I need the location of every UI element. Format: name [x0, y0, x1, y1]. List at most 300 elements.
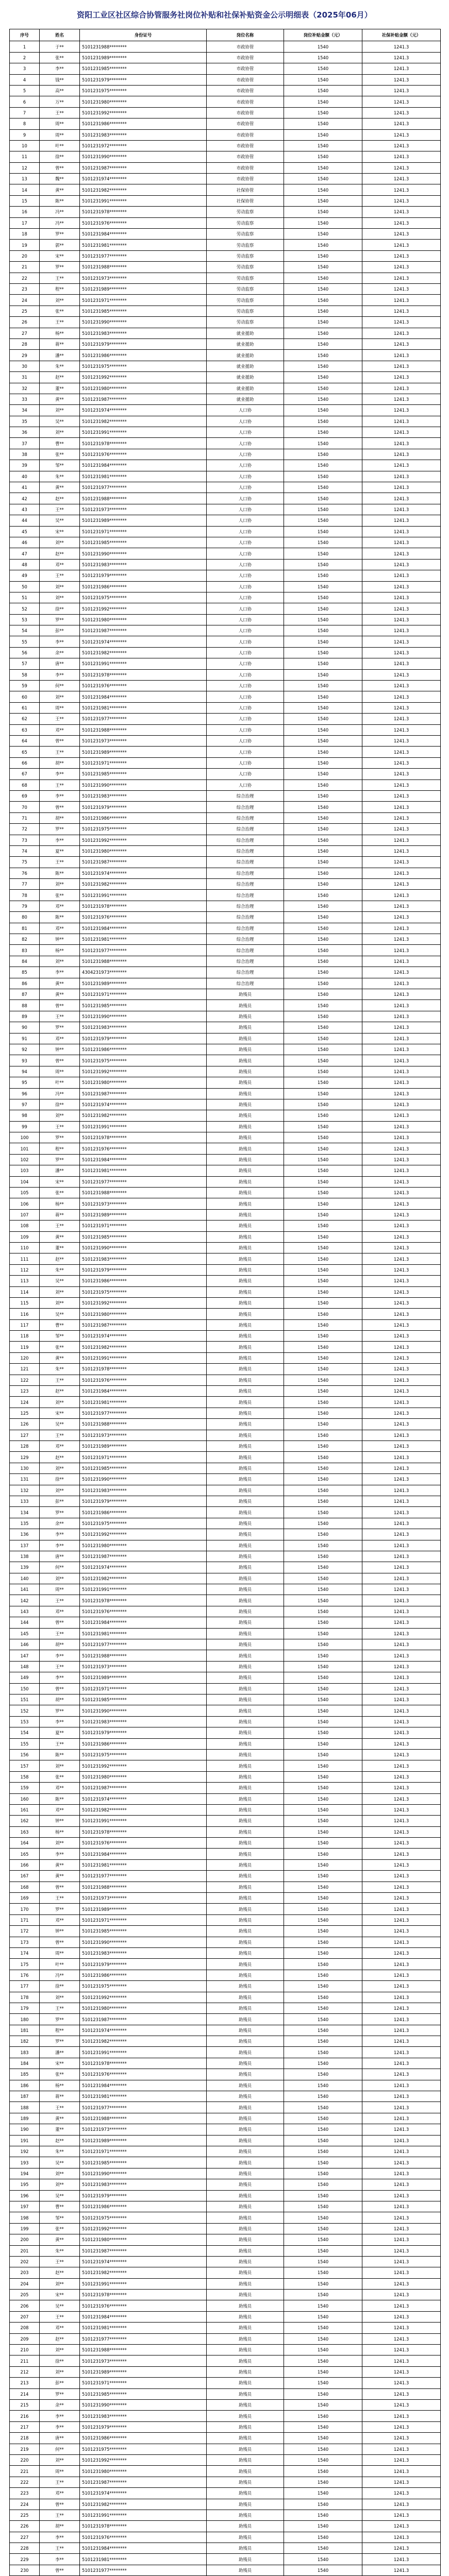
table-row	[10, 1474, 441, 1485]
cell-social-subsidy: 1241.3	[362, 2543, 441, 2554]
cell-position: 助残员	[207, 2212, 284, 2223]
cell-id-number: 5101231979********	[80, 1264, 207, 1275]
cell-position: 综合治理	[207, 845, 284, 856]
cell-index: 188	[10, 2102, 40, 2113]
cell-id-number: 5101231987********	[80, 1319, 207, 1330]
cell-post-subsidy: 1540	[284, 1639, 362, 1650]
cell-position: 助残员	[207, 2411, 284, 2421]
cell-id-number: 5101231977********	[80, 1639, 207, 1650]
cell-position: 助残员	[207, 1683, 284, 1694]
cell-id-number: 5101231972********	[80, 140, 207, 151]
cell-post-subsidy: 1540	[284, 1253, 362, 1264]
cell-id-number: 5101231992********	[80, 2223, 207, 2234]
cell-id-number: 5101231984********	[80, 2543, 207, 2554]
table-row	[10, 2466, 441, 2477]
cell-social-subsidy: 1241.3	[362, 2366, 441, 2377]
cell-position: 助残员	[207, 1352, 284, 1363]
table-row	[10, 890, 441, 901]
cell-post-subsidy: 1540	[284, 845, 362, 856]
cell-post-subsidy: 1540	[284, 592, 362, 603]
cell-social-subsidy: 1241.3	[362, 283, 441, 294]
cell-name: 宋**	[40, 2290, 80, 2300]
cell-social-subsidy: 1241.3	[362, 471, 441, 482]
cell-position: 就业援助	[207, 338, 284, 349]
cell-position: 助残员	[207, 2080, 284, 2091]
table-row	[10, 1253, 441, 1264]
cell-id-number: 5101231977********	[80, 2565, 207, 2575]
table-row	[10, 2157, 441, 2168]
cell-social-subsidy: 1241.3	[362, 2355, 441, 2366]
cell-id-number: 5101231978********	[80, 2521, 207, 2532]
table-row	[10, 229, 441, 240]
cell-post-subsidy: 1540	[284, 1132, 362, 1143]
cell-position: 劳动监察	[207, 250, 284, 261]
cell-id-number: 5101231978********	[80, 1364, 207, 1375]
cell-post-subsidy: 1540	[284, 1386, 362, 1397]
cell-index: 222	[10, 2477, 40, 2487]
cell-name: 彭**	[40, 1496, 80, 1506]
cell-name: 叶**	[40, 140, 80, 151]
cell-index: 139	[10, 1562, 40, 1573]
cell-name: 罗**	[40, 824, 80, 835]
cell-index: 166	[10, 1859, 40, 1870]
cell-social-subsidy: 1241.3	[362, 63, 441, 74]
table-row	[10, 2223, 441, 2234]
cell-social-subsidy: 1241.3	[362, 2135, 441, 2146]
cell-social-subsidy: 1241.3	[362, 923, 441, 934]
cell-name: 罗**	[40, 2014, 80, 2025]
cell-post-subsidy: 1540	[284, 1859, 362, 1870]
cell-social-subsidy: 1241.3	[362, 1000, 441, 1011]
table-row	[10, 647, 441, 658]
cell-id-number: 5101231985********	[80, 1926, 207, 1937]
cell-id-number: 5101231982********	[80, 1342, 207, 1352]
cell-post-subsidy: 1540	[284, 901, 362, 911]
cell-name: 余**	[40, 2399, 80, 2410]
cell-id-number: 5101231991********	[80, 427, 207, 438]
table-row	[10, 2355, 441, 2366]
cell-index: 74	[10, 845, 40, 856]
cell-post-subsidy: 1540	[284, 1242, 362, 1253]
cell-index: 161	[10, 1804, 40, 1815]
cell-name: 何**	[40, 681, 80, 691]
cell-index: 95	[10, 1077, 40, 1088]
cell-id-number: 5101231971********	[80, 1452, 207, 1463]
cell-name: 吴**	[40, 1309, 80, 1319]
cell-name: 董**	[40, 383, 80, 394]
cell-id-number: 5101231975********	[80, 1055, 207, 1066]
cell-id-number: 5101231991********	[80, 1121, 207, 1132]
cell-position: 助残员	[207, 1231, 284, 1242]
cell-post-subsidy: 1540	[284, 162, 362, 173]
cell-position: 助残员	[207, 1276, 284, 1286]
cell-post-subsidy: 1540	[284, 2499, 362, 2510]
cell-position: 助残员	[207, 2234, 284, 2245]
table-row	[10, 1716, 441, 1727]
cell-social-subsidy: 1241.3	[362, 1793, 441, 1804]
cell-social-subsidy: 1241.3	[362, 1507, 441, 1518]
cell-name: 刘**	[40, 1397, 80, 1408]
cell-id-number: 5101231984********	[80, 691, 207, 702]
cell-id-number: 5101231992********	[80, 1066, 207, 1077]
cell-social-subsidy: 1241.3	[362, 1253, 441, 1264]
cell-position: 助残员	[207, 2300, 284, 2311]
cell-social-subsidy: 1241.3	[362, 603, 441, 614]
cell-post-subsidy: 1540	[284, 912, 362, 923]
cell-social-subsidy: 1241.3	[362, 1992, 441, 2003]
cell-index: 87	[10, 989, 40, 999]
cell-name: 周**	[40, 1584, 80, 1595]
cell-social-subsidy: 1241.3	[362, 1331, 441, 1342]
cell-position: 助残员	[207, 2190, 284, 2201]
cell-name: 赵**	[40, 2135, 80, 2146]
cell-position: 人口协	[207, 779, 284, 790]
cell-name: 刘**	[40, 879, 80, 890]
cell-index: 85	[10, 967, 40, 978]
cell-name: 何**	[40, 1562, 80, 1573]
cell-social-subsidy: 1241.3	[362, 1011, 441, 1022]
cell-index: 23	[10, 283, 40, 294]
cell-id-number: 5101231987********	[80, 394, 207, 404]
table-row	[10, 1286, 441, 1297]
cell-id-number: 5101231982********	[80, 184, 207, 195]
cell-name: 夏**	[40, 1727, 80, 1738]
cell-position: 助残员	[207, 2256, 284, 2267]
cell-post-subsidy: 1540	[284, 736, 362, 747]
cell-post-subsidy: 1540	[284, 1882, 362, 1892]
cell-post-subsidy: 1540	[284, 2124, 362, 2135]
cell-index: 48	[10, 559, 40, 570]
table-row	[10, 41, 441, 52]
cell-post-subsidy: 1540	[284, 1760, 362, 1771]
cell-name: 邓**	[40, 559, 80, 570]
cell-position: 市政协管	[207, 41, 284, 52]
cell-position: 人口协	[207, 658, 284, 669]
cell-name: 王**	[40, 2543, 80, 2554]
cell-id-number: 5101231980********	[80, 2234, 207, 2245]
cell-name: 王**	[40, 317, 80, 328]
cell-index: 53	[10, 614, 40, 625]
cell-position: 助残员	[207, 1540, 284, 1551]
table-row	[10, 1209, 441, 1220]
cell-position: 助残员	[207, 1904, 284, 1914]
cell-social-subsidy: 1241.3	[362, 2510, 441, 2520]
cell-position: 人口协	[207, 603, 284, 614]
cell-position: 助残员	[207, 1331, 284, 1342]
cell-index: 215	[10, 2399, 40, 2410]
cell-name: 李**	[40, 669, 80, 680]
cell-social-subsidy: 1241.3	[362, 41, 441, 52]
cell-position: 综合治理	[207, 956, 284, 967]
table-row	[10, 681, 441, 691]
cell-social-subsidy: 1241.3	[362, 945, 441, 956]
cell-id-number: 5101231989********	[80, 283, 207, 294]
cell-id-number: 5101231991********	[80, 195, 207, 206]
cell-name: 张**	[40, 1188, 80, 1198]
table-row	[10, 438, 441, 449]
cell-index: 201	[10, 2245, 40, 2256]
table-row	[10, 790, 441, 801]
cell-post-subsidy: 1540	[284, 2190, 362, 2201]
cell-id-number: 5101231976********	[80, 912, 207, 923]
cell-index: 98	[10, 1110, 40, 1121]
table-row	[10, 1011, 441, 1022]
cell-id-number: 5101231988********	[80, 1882, 207, 1892]
cell-index: 9	[10, 129, 40, 140]
cell-name: 罗**	[40, 1132, 80, 1143]
cell-id-number: 5101231987********	[80, 2014, 207, 2025]
cell-post-subsidy: 1540	[284, 1419, 362, 1430]
table-row	[10, 1441, 441, 1452]
cell-index: 41	[10, 482, 40, 493]
cell-id-number: 5101231983********	[80, 559, 207, 570]
cell-position: 劳动监察	[207, 207, 284, 217]
cell-social-subsidy: 1241.3	[362, 1804, 441, 1815]
cell-name: 唐**	[40, 1551, 80, 1562]
cell-post-subsidy: 1540	[284, 868, 362, 878]
cell-social-subsidy: 1241.3	[362, 1022, 441, 1033]
cell-social-subsidy: 1241.3	[362, 1650, 441, 1661]
cell-post-subsidy: 1540	[284, 283, 362, 294]
cell-index: 60	[10, 691, 40, 702]
cell-position: 助残员	[207, 2245, 284, 2256]
cell-position: 助残员	[207, 1573, 284, 1584]
cell-name: 黄**	[40, 184, 80, 195]
cell-social-subsidy: 1241.3	[362, 868, 441, 878]
cell-index: 79	[10, 901, 40, 911]
cell-position: 助残员	[207, 2036, 284, 2047]
cell-id-number: 5101231977********	[80, 1871, 207, 1882]
cell-social-subsidy: 1241.3	[362, 1077, 441, 1088]
cell-index: 106	[10, 1198, 40, 1209]
cell-social-subsidy: 1241.3	[362, 890, 441, 901]
cell-post-subsidy: 1540	[284, 967, 362, 978]
cell-index: 203	[10, 2267, 40, 2278]
cell-position: 助残员	[207, 1727, 284, 1738]
cell-social-subsidy: 1241.3	[362, 207, 441, 217]
cell-index: 194	[10, 2168, 40, 2179]
table-row	[10, 1838, 441, 1849]
cell-post-subsidy: 1540	[284, 438, 362, 449]
table-row	[10, 537, 441, 548]
table-row	[10, 372, 441, 383]
cell-index: 228	[10, 2543, 40, 2554]
cell-id-number: 5101231984********	[80, 460, 207, 471]
cell-post-subsidy: 1540	[284, 63, 362, 74]
cell-post-subsidy: 1540	[284, 890, 362, 901]
cell-id-number: 5101231984********	[80, 1154, 207, 1165]
cell-id-number: 5101231976********	[80, 681, 207, 691]
table-row	[10, 2366, 441, 2377]
cell-post-subsidy: 1540	[284, 1188, 362, 1198]
cell-index: 17	[10, 217, 40, 228]
cell-social-subsidy: 1241.3	[362, 1882, 441, 1892]
cell-index: 14	[10, 184, 40, 195]
table-row	[10, 2532, 441, 2543]
cell-index: 30	[10, 361, 40, 371]
cell-name: 胡**	[40, 1639, 80, 1650]
cell-id-number: 5101231974********	[80, 1793, 207, 1804]
cell-name: 邓**	[40, 1441, 80, 1452]
cell-position: 人口协	[207, 636, 284, 647]
cell-social-subsidy: 1241.3	[362, 2201, 441, 2212]
cell-post-subsidy: 1540	[284, 1904, 362, 1914]
cell-id-number: 5101231971********	[80, 989, 207, 999]
table-row	[10, 63, 441, 74]
cell-name: 黄**	[40, 1231, 80, 1242]
cell-position: 助残员	[207, 2135, 284, 2146]
cell-social-subsidy: 1241.3	[362, 2532, 441, 2543]
table-row	[10, 1342, 441, 1352]
table-row	[10, 1242, 441, 1253]
cell-post-subsidy: 1540	[284, 250, 362, 261]
cell-id-number: 5101231977********	[80, 2102, 207, 2113]
cell-name: 吴**	[40, 1276, 80, 1286]
table-row	[10, 2411, 441, 2421]
table-row	[10, 2477, 441, 2487]
cell-index: 26	[10, 317, 40, 328]
cell-id-number: 5101231990********	[80, 548, 207, 559]
table-row	[10, 195, 441, 206]
cell-name: 冯**	[40, 1970, 80, 1980]
table-row	[10, 2190, 441, 2201]
table-row	[10, 2300, 441, 2311]
cell-social-subsidy: 1241.3	[362, 1914, 441, 1925]
cell-position: 综合治理	[207, 890, 284, 901]
table-row	[10, 1309, 441, 1319]
cell-position: 助残员	[207, 2366, 284, 2377]
cell-index: 226	[10, 2521, 40, 2532]
table-row	[10, 1661, 441, 1672]
table-row	[10, 1231, 441, 1242]
cell-social-subsidy: 1241.3	[362, 2190, 441, 2201]
cell-position: 助残员	[207, 1209, 284, 1220]
cell-name: 邓**	[40, 1606, 80, 1617]
cell-position: 人口协	[207, 559, 284, 570]
cell-post-subsidy: 1540	[284, 1375, 362, 1385]
cell-id-number: 5101231989********	[80, 978, 207, 989]
cell-position: 助残员	[207, 1452, 284, 1463]
table-row	[10, 845, 441, 856]
cell-position: 助残员	[207, 1099, 284, 1110]
cell-id-number: 5101231974********	[80, 1331, 207, 1342]
table-row	[10, 1331, 441, 1342]
table-row	[10, 2521, 441, 2532]
cell-name: 曾**	[40, 2499, 80, 2510]
cell-id-number: 5101231984********	[80, 1386, 207, 1397]
cell-social-subsidy: 1241.3	[362, 1297, 441, 1308]
cell-index: 57	[10, 658, 40, 669]
cell-index: 21	[10, 262, 40, 273]
cell-name: 刘**	[40, 1573, 80, 1584]
cell-social-subsidy: 1241.3	[362, 2212, 441, 2223]
table-row	[10, 2069, 441, 2080]
cell-social-subsidy: 1241.3	[362, 2388, 441, 2399]
cell-position: 就业援助	[207, 383, 284, 394]
cell-position: 助残员	[207, 1716, 284, 1727]
cell-id-number: 5101231983********	[80, 1253, 207, 1264]
cell-position: 助残员	[207, 2399, 284, 2410]
cell-social-subsidy: 1241.3	[362, 636, 441, 647]
table-row	[10, 1882, 441, 1892]
cell-id-number: 5101231983********	[80, 1022, 207, 1033]
cell-social-subsidy: 1241.3	[362, 1066, 441, 1077]
cell-position: 助残员	[207, 2433, 284, 2444]
table-row	[10, 1551, 441, 1562]
cell-post-subsidy: 1540	[284, 1529, 362, 1540]
cell-index: 225	[10, 2510, 40, 2520]
cell-position: 就业援助	[207, 350, 284, 361]
cell-position: 助残员	[207, 2565, 284, 2575]
cell-name: 张**	[40, 1342, 80, 1352]
table-row	[10, 989, 441, 999]
cell-index: 198	[10, 2212, 40, 2223]
cell-position: 综合治理	[207, 835, 284, 845]
table-row	[10, 835, 441, 845]
cell-social-subsidy: 1241.3	[362, 1562, 441, 1573]
cell-index: 120	[10, 1352, 40, 1363]
cell-name: 钟**	[40, 1816, 80, 1826]
cell-name: 赵**	[40, 2333, 80, 2344]
cell-id-number: 5101231989********	[80, 515, 207, 526]
cell-name: 刘**	[40, 1463, 80, 1473]
cell-post-subsidy: 1540	[284, 1044, 362, 1055]
cell-social-subsidy: 1241.3	[362, 2311, 441, 2322]
cell-social-subsidy: 1241.3	[362, 1198, 441, 1209]
cell-post-subsidy: 1540	[284, 1947, 362, 1958]
cell-post-subsidy: 1540	[284, 857, 362, 868]
table-row	[10, 2345, 441, 2355]
cell-social-subsidy: 1241.3	[362, 559, 441, 570]
cell-post-subsidy: 1540	[284, 471, 362, 482]
cell-post-subsidy: 1540	[284, 2069, 362, 2080]
cell-id-number: 5101231983********	[80, 328, 207, 338]
cell-social-subsidy: 1241.3	[362, 1088, 441, 1099]
cell-index: 132	[10, 1485, 40, 1496]
cell-index: 6	[10, 96, 40, 107]
cell-social-subsidy: 1241.3	[362, 1606, 441, 1617]
cell-id-number: 5101231982********	[80, 879, 207, 890]
cell-position: 市政协管	[207, 107, 284, 118]
cell-position: 人口协	[207, 548, 284, 559]
cell-social-subsidy: 1241.3	[362, 1463, 441, 1473]
cell-social-subsidy: 1241.3	[362, 427, 441, 438]
cell-id-number: 5101231987********	[80, 1783, 207, 1793]
table-row	[10, 1077, 441, 1088]
cell-index: 137	[10, 1540, 40, 1551]
cell-position: 综合治理	[207, 879, 284, 890]
cell-index: 152	[10, 1705, 40, 1716]
cell-index: 219	[10, 2444, 40, 2454]
cell-name: 刘**	[40, 1760, 80, 1771]
cell-index: 169	[10, 1893, 40, 1904]
table-row	[10, 658, 441, 669]
table-row	[10, 581, 441, 592]
cell-social-subsidy: 1241.3	[362, 515, 441, 526]
cell-social-subsidy: 1241.3	[362, 2245, 441, 2256]
cell-post-subsidy: 1540	[284, 812, 362, 823]
cell-position: 助残员	[207, 2454, 284, 2465]
cell-index: 58	[10, 669, 40, 680]
cell-social-subsidy: 1241.3	[362, 757, 441, 768]
cell-social-subsidy: 1241.3	[362, 2223, 441, 2234]
cell-post-subsidy: 1540	[284, 1077, 362, 1088]
cell-position: 助残员	[207, 1937, 284, 1947]
cell-post-subsidy: 1540	[284, 1022, 362, 1033]
cell-index: 84	[10, 956, 40, 967]
table-row	[10, 1319, 441, 1330]
cell-post-subsidy: 1540	[284, 1209, 362, 1220]
